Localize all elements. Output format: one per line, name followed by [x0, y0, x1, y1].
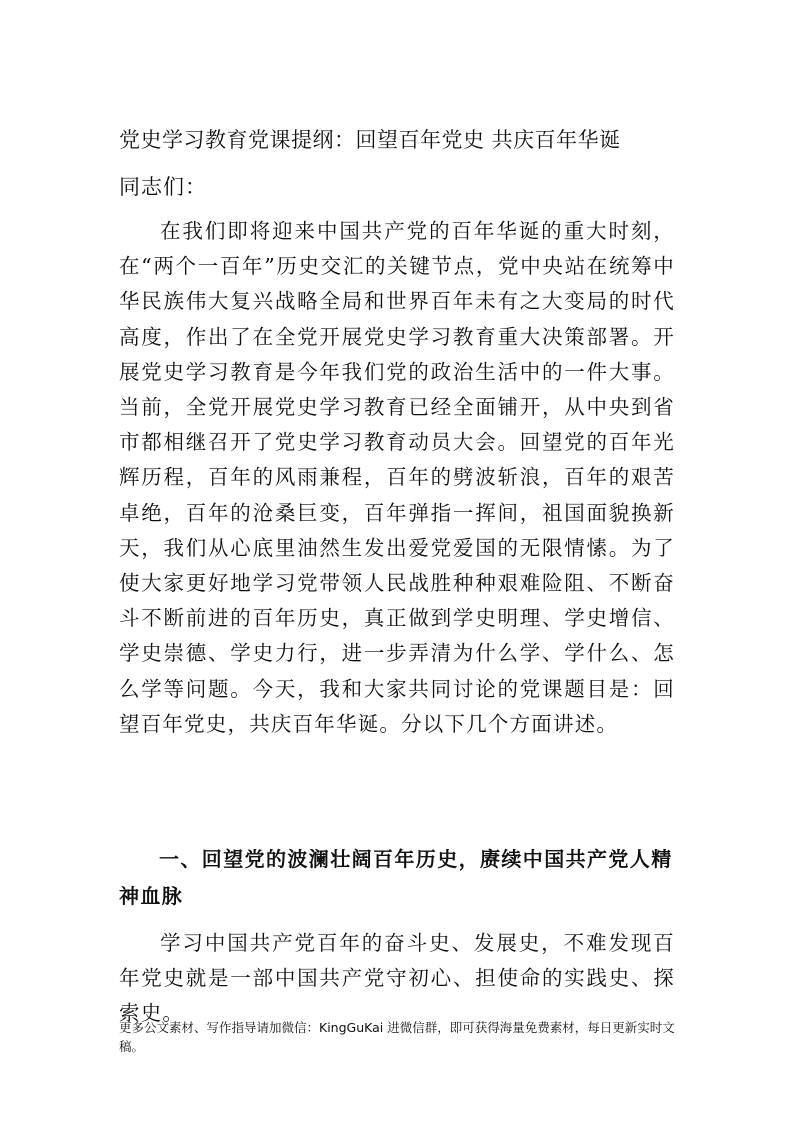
body-paragraph: 在我们即将迎来中国共产党的百年华诞的重大时刻，在“两个一百年”历史交汇的关键节点，党中央站在统筹中华民族伟大复兴战略全局和世界百年未有之大变局的时代高度，作出了在全党开展党史学习教育重大决策部署。开展党史学习教育是今年我们党的政治生活中的一件大事。当前，全党开展党史学习教育已经全面铺开，从中央到省市都相继召开了党史学习教育动员大会。回望党的百年光辉历程，百年的风雨兼程，百年的劈波斩浪，百年的艰苦卓绝，百年的沧桑巨变，百年弹指一挥间，祖国面貌换新天，我们从心底里油然生发出爱党爱国的无限情愫。为了使大家更好地学习党带领人民战胜种种艰难险阻、不断奋斗不断前进的百年历史，真正做到学史明理、学史增信、学史崇德、学史力行，进一步弄清为什么学、学什么、怎么学等问题。今天，我和大家共同讨论的党课题目是：回望百年党史，共庆百年华诞。分以下几个方面讲述。: [119, 219, 675, 736]
section-heading: 一、回望党的波澜壮阔百年历史，赓续中国共产党人精神血脉: [119, 847, 673, 908]
document-title: 党史学习教育党课提纲：回望百年党史 共庆百年华诞: [119, 128, 621, 152]
greeting: 同志们：: [119, 175, 207, 199]
footer-note: 更多公文素材、写作指导请加微信：KingGuKai 进微信群，即可获得海量免费素材，每日更新实时文稿。: [119, 1020, 675, 1054]
body-paragraph: 学习中国共产党百年的奋斗史、发展史，不难发现百年党史就是一部中国共产党守初心、担使命的实践史、探索史。: [119, 931, 675, 1026]
